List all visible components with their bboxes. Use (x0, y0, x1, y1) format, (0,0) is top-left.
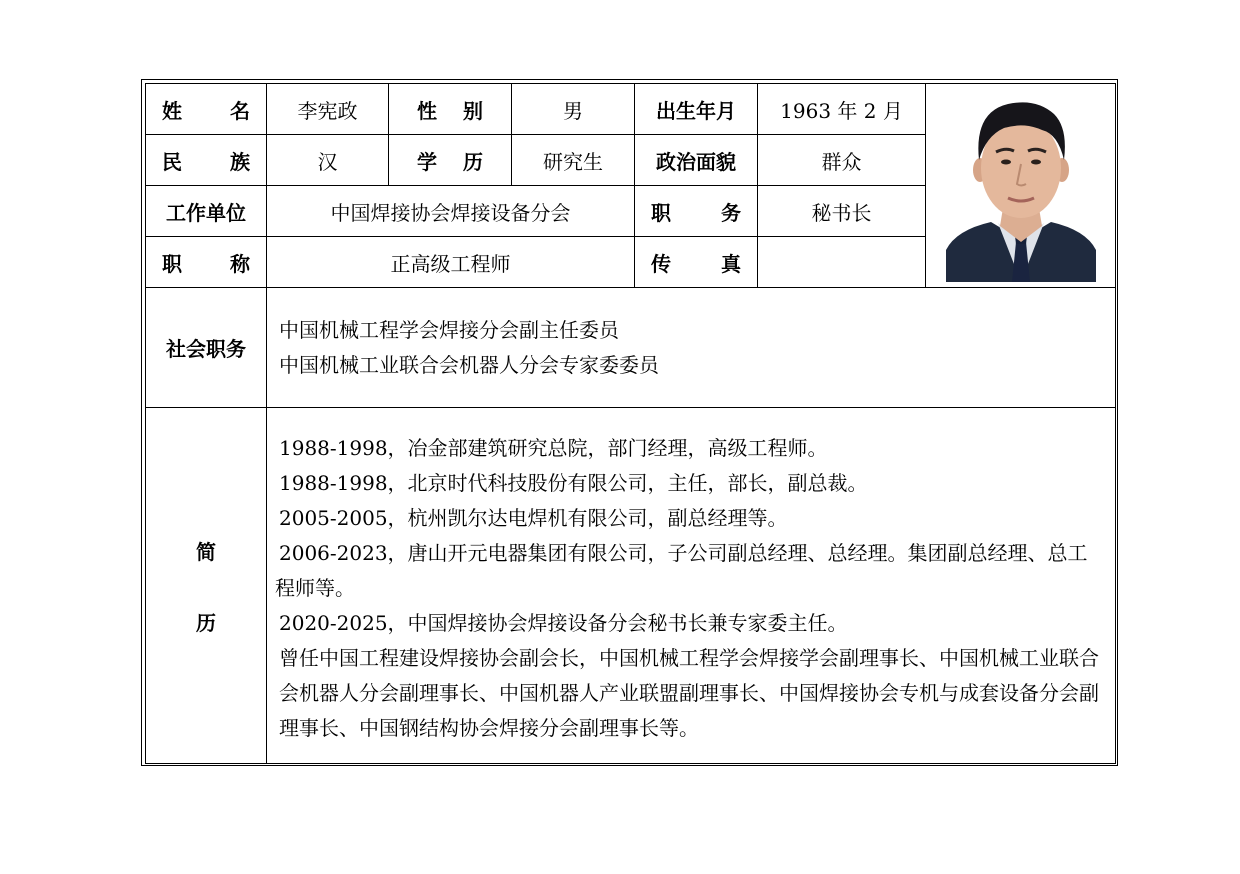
label-resume-char-2: 历 (196, 610, 216, 635)
row-social-roles (146, 288, 1116, 408)
label-social-roles: 社会职务 (146, 288, 267, 408)
profile-table (145, 83, 1116, 764)
resume-entry: 2006-2023，唐山开元电器集团有限公司，子公司副总经理、总经理。集团副总经理、总工程师等。 (275, 541, 1088, 600)
resume-entry: 2020-2025，中国焊接协会焊接设备分会秘书长兼专家委主任。 (279, 611, 848, 635)
label-name: 姓 名 (146, 84, 267, 135)
portrait-photo (946, 90, 1096, 282)
value-birth: 1963 年 2 月 (758, 84, 926, 135)
resume-entry: 1988-1998，北京时代科技股份有限公司，主任，部长，副总裁。 (279, 471, 868, 495)
label-birth: 出生年月 (635, 84, 758, 135)
value-position: 秘书长 (758, 186, 926, 237)
value-ethnicity: 汉 (267, 135, 389, 186)
social-roles-cell (267, 288, 1116, 408)
resume-entry: 1988-1998，冶金部建筑研究总院，部门经理，高级工程师。 (279, 436, 828, 460)
value-education: 研究生 (512, 135, 635, 186)
social-role-item: 中国机械工业联合会机器人分会专家委委员 (279, 352, 659, 377)
value-employer: 中国焊接协会焊接设备分会 (267, 186, 635, 237)
label-fax: 传 真 (635, 237, 758, 288)
row-name (146, 84, 1116, 135)
label-political: 政治面貌 (635, 135, 758, 186)
resume-cell (267, 408, 1116, 764)
social-role-item: 中国机械工程学会焊接分会副主任委员 (279, 317, 619, 342)
label-employer: 工作单位 (146, 186, 267, 237)
resume-entry: 曾任中国工程建设焊接协会副会长，中国机械工程学会焊接学会副理事长、中国机械工业联合会机器人分会副理事长、中国机器人产业联盟副理事长、中国焊接协会专机与成套设备分会副理事长、中国钢结构协会焊接分会副理事长等。 (279, 646, 1099, 740)
value-name: 李宪政 (267, 84, 389, 135)
row-resume (146, 408, 1116, 764)
label-title: 职 称 (146, 237, 267, 288)
label-ethnicity: 民 族 (146, 135, 267, 186)
resume-entry: 2005-2005，杭州凯尔达电焊机有限公司，副总经理等。 (279, 506, 788, 530)
label-resume-char-1: 简 (196, 539, 216, 564)
label-education: 学 历 (389, 135, 512, 186)
value-gender: 男 (512, 84, 635, 135)
label-position: 职 务 (635, 186, 758, 237)
value-title: 正高级工程师 (267, 237, 635, 288)
label-gender: 性 别 (389, 84, 512, 135)
photo-cell (926, 84, 1116, 288)
value-political: 群众 (758, 135, 926, 186)
value-fax (758, 237, 926, 288)
label-resume (146, 408, 267, 764)
